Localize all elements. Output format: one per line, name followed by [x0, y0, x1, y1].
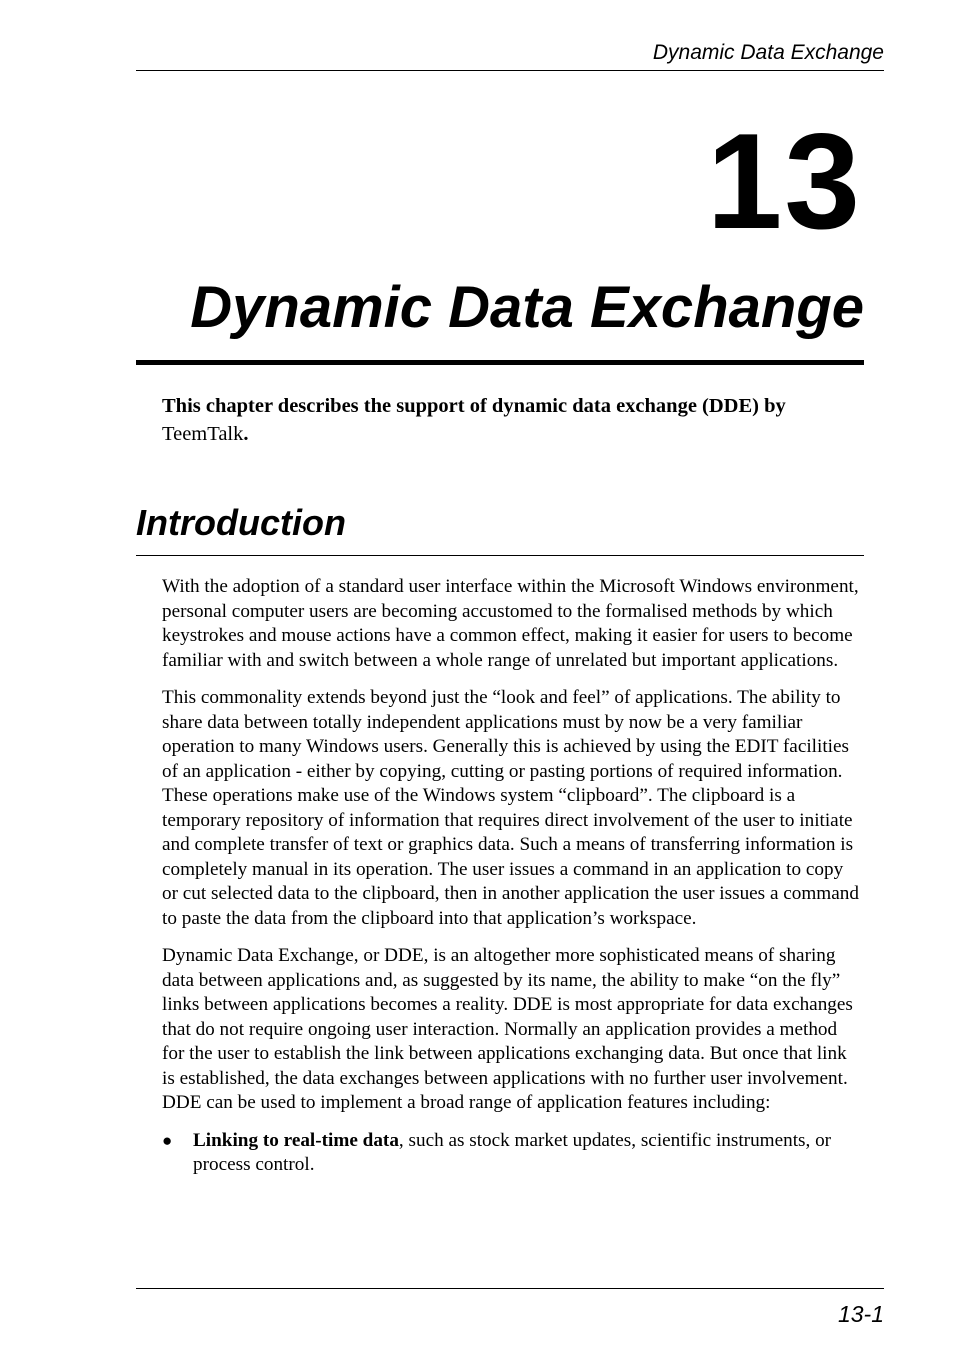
running-header: Dynamic Data Exchange: [652, 41, 884, 64]
header-rule: [136, 70, 884, 71]
bullet-text: [193, 1129, 862, 1178]
bullet-item: [162, 1129, 862, 1178]
summary-bold-text: This chapter describes the support of dynamic data exchange (DDE) by: [162, 395, 786, 417]
footer-rule: [136, 1288, 884, 1289]
chapter-title: Dynamic Data Exchange: [190, 275, 864, 340]
section-heading: Introduction: [136, 502, 346, 543]
summary-end-punctuation: .: [243, 423, 249, 445]
paragraph: Dynamic Data Exchange, or DDE, is an altogether more sophisticated means of sharing data between applications and, as suggested by its name, the ability to make “on the fly” links between applications becomes a reality. DDE is most appropriate for data exchanges that do not require ongoing user interaction. Normally an application provides a method for the user to establish the link between applications exchanging data. But once that link is established, the data exchanges between applications with no further user involvement. DDE can be used to implement a broad range of application features including:: [162, 945, 853, 1113]
page-number: 13-1: [837, 1301, 884, 1327]
bullet-lead: Linking to real-time data: [193, 1129, 399, 1151]
paragraph: With the adoption of a standard user interface within the Microsoft Windows environment, personal computer users are becoming accustomed to the formalised methods by which keystrokes and mouse actions have a common effect, making it easier for users to become familiar with and switch between a whole range of unrelated but important applications.: [162, 576, 859, 671]
chapter-title-rule: [136, 360, 864, 365]
body-text: [162, 575, 862, 1178]
paragraph: This commonality extends beyond just the “look and feel” of applications. The ability to share data between totally independent applications must by now be a very familiar operation to many Windows users. Generally this is achieved by using the EDIT facilities of an application - either by copying, cutting or pasting portions of required information. These operations make use of the Windows system “clipboard”. The clipboard is a temporary repository of information that requires direct involvement of the user to initiate and complete transfer of text or graphics data. Such a means of transferring information is completely manual in its operation. The user issues a command in an application to copy or cut selected data to the clipboard, then in another application the user issues a command to paste the data from the clipboard into that application’s workspace.: [162, 687, 859, 929]
chapter-summary: [162, 392, 862, 448]
bullet-marker-icon: ●: [162, 1130, 173, 1150]
summary-product-name: TeemTalk: [162, 423, 244, 445]
chapter-number: 13: [706, 105, 862, 257]
bullet-body: , such as stock market updates, scientific instruments, or process control.: [193, 1129, 832, 1175]
section-rule: [136, 555, 864, 556]
